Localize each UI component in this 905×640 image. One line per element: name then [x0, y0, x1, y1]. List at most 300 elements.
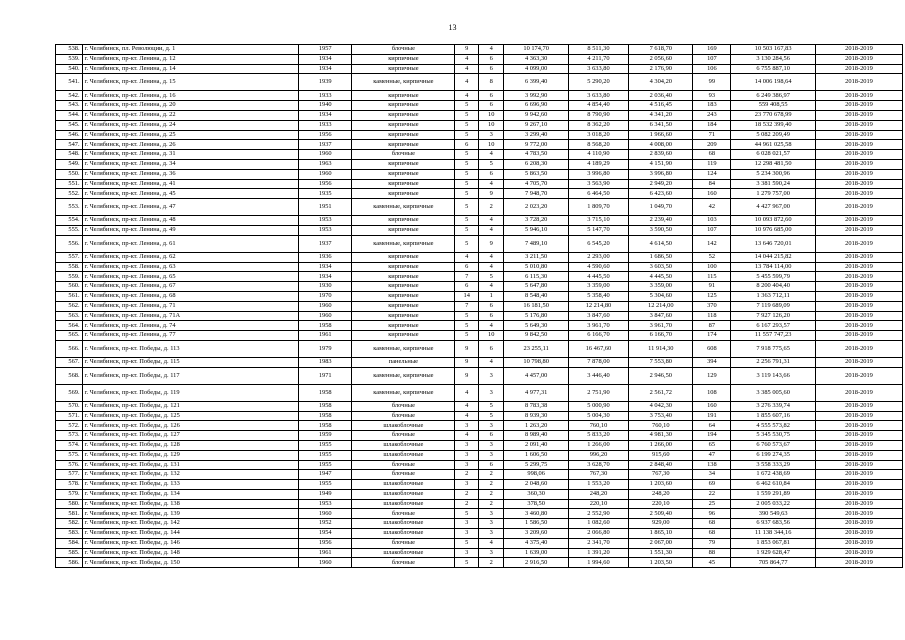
floors-cell: 4 [455, 252, 478, 262]
cost-cell: 5 455 599,79 [731, 272, 816, 282]
row-number: 542. [56, 91, 83, 101]
floors-cell: 5 [455, 120, 478, 130]
cost-cell: 3 385 005,60 [731, 384, 816, 401]
residential-area-cell: 5 358,40 [568, 291, 628, 301]
owned-area-cell: 1 266,00 [629, 440, 693, 450]
residential-area-cell: 220,10 [568, 499, 628, 509]
total-area-cell: 5 299,75 [504, 460, 568, 470]
entrances-cell: 6 [478, 301, 504, 311]
table-row [56, 64, 903, 74]
residential-area-cell: 4 110,90 [568, 150, 628, 160]
row-number: 566. [56, 340, 83, 357]
floors-cell: 5 [455, 130, 478, 140]
wall-material-cell: каменные, кирпичные [352, 199, 455, 216]
floors-cell: 5 [455, 216, 478, 226]
row-number: 549. [56, 159, 83, 169]
row-number: 586. [56, 558, 83, 568]
total-area-cell: 7 489,10 [504, 235, 568, 252]
table-row [56, 311, 903, 321]
owned-area-cell: 760,10 [629, 421, 693, 431]
floors-cell: 3 [455, 519, 478, 529]
residential-area-cell: 3 961,70 [568, 321, 628, 331]
table-row [56, 159, 903, 169]
cost-cell: 2 256 791,31 [731, 357, 816, 367]
year-cell: 1952 [299, 519, 352, 529]
year-cell: 1979 [299, 340, 352, 357]
floors-cell: 7 [455, 301, 478, 311]
period-cell: 2018-2019 [816, 384, 903, 401]
residents-cell: 64 [693, 421, 731, 431]
entrances-cell: 3 [478, 509, 504, 519]
cost-cell: 5 234 300,96 [731, 169, 816, 179]
row-number: 574. [56, 440, 83, 450]
entrances-cell: 6 [478, 64, 504, 74]
owned-area-cell: 3 753,40 [629, 411, 693, 421]
owned-area-cell: 4 304,20 [629, 74, 693, 91]
cost-cell: 11 557 747,23 [731, 331, 816, 341]
floors-cell: 4 [455, 401, 478, 411]
owned-area-cell: 12 214,00 [629, 301, 693, 311]
table-row [56, 282, 903, 292]
total-area-cell: 2 048,60 [504, 480, 568, 490]
total-area-cell: 2 091,40 [504, 440, 568, 450]
wall-material-cell: кирпичные [352, 140, 455, 150]
cost-cell: 8 200 404,40 [731, 282, 816, 292]
year-cell: 1958 [299, 321, 352, 331]
period-cell: 2018-2019 [816, 130, 903, 140]
table-row [56, 357, 903, 367]
residential-area-cell: 3 628,70 [568, 460, 628, 470]
cost-cell: 5 082 209,49 [731, 130, 816, 140]
residential-area-cell: 4 445,50 [568, 272, 628, 282]
owned-area-cell: 1 049,70 [629, 199, 693, 216]
floors-cell: 3 [455, 460, 478, 470]
wall-material-cell: блочные [352, 45, 455, 55]
owned-area-cell: 7 553,80 [629, 357, 693, 367]
year-cell: 1939 [299, 74, 352, 91]
wall-material-cell: кирпичные [352, 91, 455, 101]
owned-area-cell: 5 304,60 [629, 291, 693, 301]
wall-material-cell: кирпичные [352, 64, 455, 74]
year-cell: 1937 [299, 140, 352, 150]
total-area-cell: 4 977,31 [504, 384, 568, 401]
year-cell: 1958 [299, 384, 352, 401]
owned-area-cell: 3 590,50 [629, 225, 693, 235]
total-area-cell: 1 606,50 [504, 450, 568, 460]
residents-cell: 47 [693, 450, 731, 460]
floors-cell: 5 [455, 321, 478, 331]
wall-material-cell: кирпичные [352, 311, 455, 321]
residential-area-cell: 3 633,80 [568, 64, 628, 74]
address-cell: г. Челябинск, пр-кт. Победы, д. 121 [82, 401, 299, 411]
cost-cell: 3 381 590,24 [731, 179, 816, 189]
floors-cell: 6 [455, 282, 478, 292]
row-number: 576. [56, 460, 83, 470]
address-cell: г. Челябинск, пр-кт. Ленина, д. 47 [82, 199, 299, 216]
entrances-cell: 4 [478, 225, 504, 235]
owned-area-cell: 3 359,00 [629, 282, 693, 292]
wall-material-cell: кирпичные [352, 101, 455, 111]
total-area-cell: 360,30 [504, 489, 568, 499]
entrances-cell: 5 [478, 401, 504, 411]
wall-material-cell: шлакоблочные [352, 489, 455, 499]
residential-area-cell: 5 000,90 [568, 401, 628, 411]
address-cell: г. Челябинск, пр-кт. Победы, д. 126 [82, 421, 299, 431]
period-cell: 2018-2019 [816, 340, 903, 357]
entrances-cell: 5 [478, 159, 504, 169]
period-cell: 2018-2019 [816, 45, 903, 55]
period-cell: 2018-2019 [816, 460, 903, 470]
entrances-cell: 3 [478, 519, 504, 529]
table-row [56, 54, 903, 64]
cost-cell: 13 646 720,01 [731, 235, 816, 252]
owned-area-cell: 1 966,60 [629, 130, 693, 140]
table-row [56, 291, 903, 301]
wall-material-cell: кирпичные [352, 301, 455, 311]
period-cell: 2018-2019 [816, 401, 903, 411]
owned-area-cell: 4 042,30 [629, 401, 693, 411]
year-cell: 1963 [299, 159, 352, 169]
wall-material-cell: кирпичные [352, 291, 455, 301]
wall-material-cell: кирпичные [352, 282, 455, 292]
year-cell: 1934 [299, 64, 352, 74]
floors-cell: 9 [455, 357, 478, 367]
total-area-cell: 5 649,30 [504, 321, 568, 331]
wall-material-cell: шлакоблочные [352, 480, 455, 490]
residents-cell: 88 [693, 548, 731, 558]
row-number: 545. [56, 120, 83, 130]
address-cell: г. Челябинск, пр-кт. Победы, д. 113 [82, 340, 299, 357]
owned-area-cell: 2 848,40 [629, 460, 693, 470]
wall-material-cell: блочные [352, 401, 455, 411]
total-area-cell: 9 942,60 [504, 110, 568, 120]
residential-area-cell: 4 189,29 [568, 159, 628, 169]
cost-cell: 11 138 344,16 [731, 529, 816, 539]
residents-cell: 68 [693, 150, 731, 160]
owned-area-cell: 6 166,70 [629, 331, 693, 341]
address-cell: г. Челябинск, пр-кт. Победы, д. 129 [82, 450, 299, 460]
residents-cell: 108 [693, 384, 731, 401]
residents-cell: 93 [693, 91, 731, 101]
period-cell: 2018-2019 [816, 159, 903, 169]
period-cell: 2018-2019 [816, 120, 903, 130]
row-number: 565. [56, 331, 83, 341]
residents-cell: 209 [693, 140, 731, 150]
period-cell: 2018-2019 [816, 421, 903, 431]
table-row [56, 367, 903, 384]
total-area-cell: 6 399,40 [504, 74, 568, 91]
row-number: 562. [56, 301, 83, 311]
period-cell: 2018-2019 [816, 74, 903, 91]
residents-cell: 124 [693, 169, 731, 179]
floors-cell: 6 [455, 140, 478, 150]
cost-cell: 3 558 333,29 [731, 460, 816, 470]
address-cell: г. Челябинск, пр-кт. Победы, д. 119 [82, 384, 299, 401]
residents-cell: 115 [693, 272, 731, 282]
row-number: 540. [56, 64, 83, 74]
total-area-cell: 4 375,40 [504, 538, 568, 548]
total-area-cell: 10 174,70 [504, 45, 568, 55]
owned-area-cell: 6 341,50 [629, 120, 693, 130]
address-cell: г. Челябинск, пр-кт. Победы, д. 148 [82, 548, 299, 558]
table-row [56, 179, 903, 189]
table-row [56, 460, 903, 470]
total-area-cell: 6 208,30 [504, 159, 568, 169]
residents-cell: 42 [693, 199, 731, 216]
floors-cell: 4 [455, 411, 478, 421]
owned-area-cell: 2 176,90 [629, 64, 693, 74]
wall-material-cell: блочные [352, 470, 455, 480]
year-cell: 1956 [299, 130, 352, 140]
cost-cell: 10 503 167,83 [731, 45, 816, 55]
residential-area-cell: 2 751,90 [568, 384, 628, 401]
entrances-cell: 4 [478, 179, 504, 189]
cost-cell: 1 363 712,11 [731, 291, 816, 301]
residents-cell: 103 [693, 216, 731, 226]
table-row [56, 301, 903, 311]
owned-area-cell: 6 423,60 [629, 189, 693, 199]
year-cell: 1971 [299, 367, 352, 384]
total-area-cell: 10 798,80 [504, 357, 568, 367]
period-cell: 2018-2019 [816, 558, 903, 568]
cost-cell: 7 918 775,65 [731, 340, 816, 357]
owned-area-cell: 3 961,70 [629, 321, 693, 331]
total-area-cell: 4 363,30 [504, 54, 568, 64]
residents-cell: 243 [693, 110, 731, 120]
cost-cell: 10 093 872,60 [731, 216, 816, 226]
residential-area-cell: 5 290,20 [568, 74, 628, 91]
residents-cell: 129 [693, 367, 731, 384]
table-row [56, 235, 903, 252]
residential-area-cell: 1 994,60 [568, 558, 628, 568]
entrances-cell: 10 [478, 120, 504, 130]
floors-cell: 5 [455, 538, 478, 548]
period-cell: 2018-2019 [816, 101, 903, 111]
row-number: 554. [56, 216, 83, 226]
wall-material-cell: блочные [352, 150, 455, 160]
period-cell: 2018-2019 [816, 54, 903, 64]
owned-area-cell: 915,60 [629, 450, 693, 460]
table-row [56, 401, 903, 411]
table-row [56, 262, 903, 272]
period-cell: 2018-2019 [816, 199, 903, 216]
table-row [56, 225, 903, 235]
total-area-cell: 3 209,60 [504, 529, 568, 539]
residents-cell: 370 [693, 301, 731, 311]
address-cell: г. Челябинск, пр-кт. Ленина, д. 48 [82, 216, 299, 226]
address-cell: г. Челябинск, пр-кт. Победы, д. 127 [82, 431, 299, 441]
entrances-cell: 10 [478, 140, 504, 150]
cost-cell: 6 755 887,10 [731, 64, 816, 74]
entrances-cell: 2 [478, 558, 504, 568]
cost-cell: 1 853 067,81 [731, 538, 816, 548]
residents-cell: 191 [693, 411, 731, 421]
address-cell: г. Челябинск, пр-кт. Победы, д. 128 [82, 440, 299, 450]
residential-area-cell: 2 552,90 [568, 509, 628, 519]
period-cell: 2018-2019 [816, 529, 903, 539]
total-area-cell: 6 696,90 [504, 101, 568, 111]
period-cell: 2018-2019 [816, 367, 903, 384]
owned-area-cell: 2 509,40 [629, 509, 693, 519]
cost-cell: 559 408,55 [731, 101, 816, 111]
residential-area-cell: 996,20 [568, 450, 628, 460]
floors-cell: 5 [455, 311, 478, 321]
cost-cell: 6 028 021,57 [731, 150, 816, 160]
total-area-cell: 16 181,50 [504, 301, 568, 311]
wall-material-cell: блочные [352, 411, 455, 421]
residents-cell: 106 [693, 64, 731, 74]
cost-cell: 6 167 293,57 [731, 321, 816, 331]
wall-material-cell: кирпичные [352, 321, 455, 331]
floors-cell: 2 [455, 489, 478, 499]
total-area-cell: 1 263,20 [504, 421, 568, 431]
entrances-cell: 2 [478, 470, 504, 480]
address-cell: г. Челябинск, пр-кт. Ленина, д. 14 [82, 64, 299, 74]
row-number: 543. [56, 101, 83, 111]
address-cell: г. Челябинск, пр-кт. Ленина, д. 61 [82, 235, 299, 252]
wall-material-cell: блочные [352, 509, 455, 519]
total-area-cell: 9 772,00 [504, 140, 568, 150]
residents-cell: 100 [693, 262, 731, 272]
owned-area-cell: 4 981,30 [629, 431, 693, 441]
floors-cell: 5 [455, 235, 478, 252]
total-area-cell: 6 115,30 [504, 272, 568, 282]
residential-area-cell: 4 211,70 [568, 54, 628, 64]
entrances-cell: 4 [478, 321, 504, 331]
address-cell: г. Челябинск, пр-кт. Победы, д. 144 [82, 529, 299, 539]
period-cell: 2018-2019 [816, 431, 903, 441]
residents-cell: 174 [693, 331, 731, 341]
total-area-cell: 8 989,40 [504, 431, 568, 441]
entrances-cell: 2 [478, 489, 504, 499]
entrances-cell: 2 [478, 480, 504, 490]
floors-cell: 3 [455, 480, 478, 490]
entrances-cell: 4 [478, 45, 504, 55]
row-number: 548. [56, 150, 83, 160]
cost-cell: 6 937 683,56 [731, 519, 816, 529]
year-cell: 1961 [299, 548, 352, 558]
floors-cell: 9 [455, 45, 478, 55]
wall-material-cell: кирпичные [352, 272, 455, 282]
cost-cell: 10 976 685,00 [731, 225, 816, 235]
row-number: 581. [56, 509, 83, 519]
residential-area-cell: 16 467,60 [568, 340, 628, 357]
total-area-cell: 2 023,20 [504, 199, 568, 216]
entrances-cell: 3 [478, 367, 504, 384]
address-cell: г. Челябинск, пл. Революции, д. 1 [82, 45, 299, 55]
period-cell: 2018-2019 [816, 189, 903, 199]
cost-cell: 4 427 967,00 [731, 199, 816, 216]
table-row [56, 538, 903, 548]
row-number: 541. [56, 74, 83, 91]
residential-area-cell: 248,20 [568, 489, 628, 499]
table-row [56, 411, 903, 421]
cost-cell: 14 006 198,64 [731, 74, 816, 91]
wall-material-cell: кирпичные [352, 120, 455, 130]
period-cell: 2018-2019 [816, 321, 903, 331]
row-number: 555. [56, 225, 83, 235]
row-number: 575. [56, 450, 83, 460]
table-row [56, 120, 903, 130]
floors-cell: 5 [455, 331, 478, 341]
table-row [56, 509, 903, 519]
table-row [56, 199, 903, 216]
cost-cell: 3 119 143,66 [731, 367, 816, 384]
residential-area-cell: 3 018,20 [568, 130, 628, 140]
total-area-cell: 998,06 [504, 470, 568, 480]
address-cell: г. Челябинск, пр-кт. Ленина, д. 41 [82, 179, 299, 189]
residents-cell: 142 [693, 235, 731, 252]
residential-area-cell: 2 066,80 [568, 529, 628, 539]
entrances-cell: 1 [478, 291, 504, 301]
address-cell: г. Челябинск, пр-кт. Ленина, д. 67 [82, 282, 299, 292]
residential-area-cell: 1 553,20 [568, 480, 628, 490]
residents-cell: 68 [693, 529, 731, 539]
year-cell: 1934 [299, 272, 352, 282]
row-number: 557. [56, 252, 83, 262]
entrances-cell: 3 [478, 529, 504, 539]
entrances-cell: 6 [478, 311, 504, 321]
entrances-cell: 4 [478, 150, 504, 160]
wall-material-cell: кирпичные [352, 179, 455, 189]
year-cell: 1935 [299, 189, 352, 199]
period-cell: 2018-2019 [816, 110, 903, 120]
address-cell: г. Челябинск, пр-кт. Победы, д. 138 [82, 499, 299, 509]
cost-cell: 1 929 628,47 [731, 548, 816, 558]
period-cell: 2018-2019 [816, 216, 903, 226]
wall-material-cell: кирпичные [352, 54, 455, 64]
year-cell: 1958 [299, 421, 352, 431]
row-number: 577. [56, 470, 83, 480]
page-number: 13 [448, 23, 457, 32]
row-number: 585. [56, 548, 83, 558]
row-number: 551. [56, 179, 83, 189]
table-row [56, 74, 903, 91]
row-number: 568. [56, 367, 83, 384]
year-cell: 1936 [299, 252, 352, 262]
address-cell: г. Челябинск, пр-кт. Победы, д. 117 [82, 367, 299, 384]
table-row [56, 558, 903, 568]
floors-cell: 9 [455, 367, 478, 384]
year-cell: 1956 [299, 538, 352, 548]
row-number: 580. [56, 499, 83, 509]
wall-material-cell: каменные, кирпичные [352, 384, 455, 401]
table-row [56, 331, 903, 341]
year-cell: 1934 [299, 110, 352, 120]
residents-cell: 25 [693, 499, 731, 509]
residential-area-cell: 2 341,70 [568, 538, 628, 548]
year-cell: 1933 [299, 120, 352, 130]
address-cell: г. Челябинск, пр-кт. Ленина, д. 36 [82, 169, 299, 179]
address-cell: г. Челябинск, пр-кт. Ленина, д. 20 [82, 101, 299, 111]
residents-cell: 608 [693, 340, 731, 357]
floors-cell: 5 [455, 159, 478, 169]
residential-area-cell: 767,30 [568, 470, 628, 480]
entrances-cell: 4 [478, 357, 504, 367]
owned-area-cell: 4 445,50 [629, 272, 693, 282]
address-cell: г. Челябинск, пр-кт. Победы, д. 133 [82, 480, 299, 490]
address-cell: г. Челябинск, пр-кт. Ленина, д. 24 [82, 120, 299, 130]
wall-material-cell: панельные [352, 357, 455, 367]
address-cell: г. Челябинск, пр-кт. Ленина, д. 49 [82, 225, 299, 235]
total-area-cell: 23 255,11 [504, 340, 568, 357]
total-area-cell: 7 948,70 [504, 189, 568, 199]
owned-area-cell: 2 839,60 [629, 150, 693, 160]
entrances-cell: 4 [478, 282, 504, 292]
cost-cell: 6 760 573,67 [731, 440, 816, 450]
total-area-cell: 5 010,80 [504, 262, 568, 272]
period-cell: 2018-2019 [816, 519, 903, 529]
